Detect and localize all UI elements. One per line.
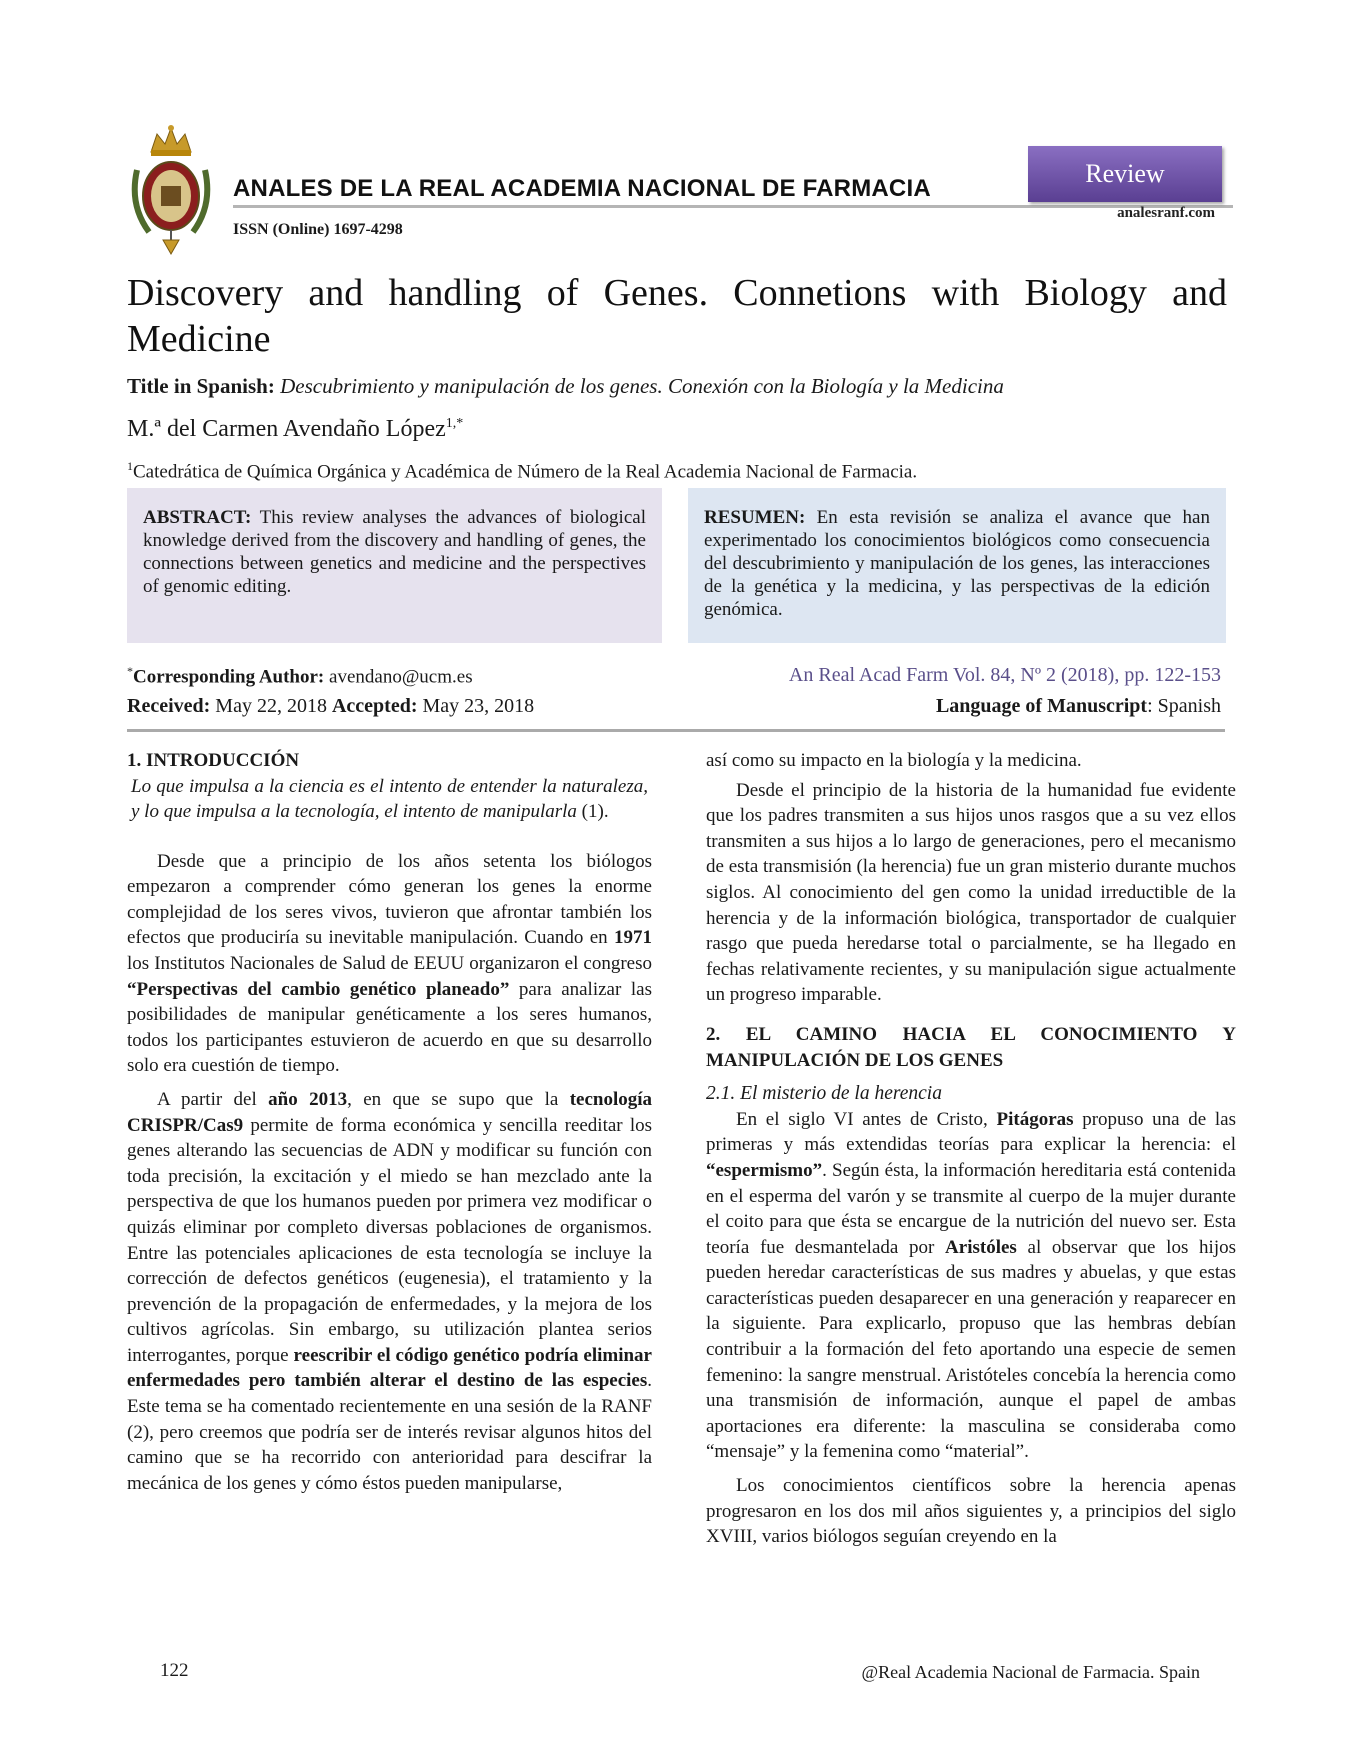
paragraph-4: Desde el principio de la historia de la humanidad fue evidente que los padres transmiten a sus hijos unos rasgos que a su vez ellos transmiten a sus hijos a lo largo de generaciones, pero el mecanismo de esta transmisión (la herencia) fue un gran misterio durante muchos siglos. Al conocimiento del gen como la unidad irreductible de la herencia y de la información biológica, transportador de cualquier rasgo que pueda heredarse total o parcialmente, se ha llegado en fechas relativamente recientes, y su manipulación sigue actualmente un progreso imparable. [706, 779, 1236, 1006]
bold-run: año 2013 [268, 1088, 348, 1110]
article-type-badge: Review [1028, 146, 1222, 202]
issn: ISSN (Online) 1697-4298 [233, 221, 403, 238]
paragraph-6: Los conocimientos científicos sobre la herencia apenas progresaron en los dos mil años siguientes y, a principios del siglo XVIII, varios biólogos seguían creyendo en la [706, 1475, 1236, 1548]
text-run: los Institutos Nacionales de Salud de EEUU organizaron el congreso [127, 952, 652, 974]
resumen-text: En esta revisión se analiza el avance que han experimentado los conocimientos biológicos como consecuencia del descubrimiento y manipulación de los genes, las interacciones de la genética y la medicina, y las perspectivas de la edición genómica. [704, 507, 1210, 620]
affiliation-text: Catedrática de Química Orgánica y Académica de Número de la Real Academia Nacional de Farmacia. [133, 461, 918, 483]
text-run: propuso una de las primeras y más extendidas teorías para explicar la herencia: el [706, 1108, 1236, 1156]
section-1-heading: 1. INTRODUCCIÓN [127, 750, 300, 771]
text-run: permite de forma económica y sencilla reeditar los genes alterando las secuencias de ADN y modificar su función con toda precisión, la excitación y el miedo se han mezclado ante la perspectiva de que los humanos pueden por primera vez modificar o quizás eliminar por completo diversas poblaciones de organismos. Entre las potenciales aplicaciones de esta tecnología se incluye la corrección de defectos genéticos (eugenesia), el tratamiento y la prevención de la propagación de enfermedades, y la mejora de los cultivos agrícolas. Sin embargo, su utilización plantea serios interrogantes, porque [127, 1114, 652, 1366]
text-run: . Este tema se ha comentado recientemente en una sesión de la RANF (2), pero creemos que podría ser de interés revisar algunos hitos del camino que se ha recorrido con anterioridad para descifrar la mecánica de los genes y cómo éstos pueden manipularse, [127, 1370, 652, 1494]
accepted-date: May 23, 2018 [417, 695, 535, 717]
corresponding-author [127, 664, 473, 688]
author-superscript: 1,* [445, 416, 464, 431]
accepted-label: Accepted: [331, 695, 418, 717]
text-run: para analizar las posibilidades de manipular genéticamente a los seres humanos, todos los participantes estuvieron de acuerdo en que su desarrollo solo era cuestión de tiempo. [127, 978, 652, 1077]
abstract-label: ABSTRACT: [143, 507, 252, 528]
paragraph-1 [127, 849, 652, 1079]
journal-title: ANALES DE LA REAL ACADEMIA NACIONAL DE FARMACIA [233, 175, 931, 202]
text-run: A partir del [157, 1088, 269, 1110]
affiliation-superscript: 1 [127, 459, 133, 473]
language-label: Language of Manuscript [935, 695, 1148, 717]
dates [127, 695, 534, 718]
resumen-box [688, 488, 1226, 643]
epigraph-text: Lo que impulsa a la ciencia es el intento de entender la naturaleza, y lo que impulsa a la tecnología, el intento de manipularla [131, 775, 648, 822]
bold-run: 1971 [614, 927, 652, 949]
text-run: Desde que a principio de los años setenta los biólogos empezaron a comprender cómo generan los genes la enorme complejidad de los seres vivos, tuvieron que afrontar también los efectos que produciría su inevitable manipulación. Cuando en [127, 850, 652, 949]
language-value: : Spanish [1147, 695, 1221, 717]
spanish-title-label: Title in Spanish: [127, 374, 275, 398]
subsection-2-1-heading: 2.1. El misterio de la herencia [706, 1083, 942, 1105]
bold-run: “espermismo” [706, 1159, 823, 1181]
author-text: M.ª del Carmen Avendaño López [127, 416, 446, 442]
footer-copyright: @Real Academia Nacional de Farmacia. Spain [861, 1662, 1200, 1682]
abstract-text: This review analyses the advances of biological knowledge derived from the discovery and handling of genes, the connections between genetics and medicine and the perspectives of genomic editing. [143, 507, 646, 597]
corr-label: Corresponding Author: [133, 666, 325, 688]
resumen-label: RESUMEN: [704, 507, 806, 528]
bold-run: Aristóles [945, 1236, 1017, 1258]
affiliation [127, 459, 917, 483]
received-date: May 22, 2018 [210, 695, 332, 717]
spanish-title-text: Descubrimiento y manipulación de los genes. Conexión con la Biología y la Medicina [280, 374, 1004, 398]
section-2-heading: 2. EL CAMINO HACIA EL CONOCIMIENTO Y MANIPULACIÓN DE LOS GENES [706, 1023, 1236, 1071]
epigraph-ref: (1). [576, 800, 609, 822]
bold-run: “Perspectivas del cambio genético planeado” [127, 978, 510, 1000]
right-column [706, 748, 1236, 1550]
received-label: Received: [127, 695, 211, 717]
citation: An Real Acad Farm Vol. 84, Nº 2 (2018), pp. 122-153 [788, 664, 1221, 686]
corr-superscript: * [127, 664, 133, 678]
bold-run: Pitágoras [996, 1108, 1074, 1130]
bold-run: tecnología CRISPR/Cas9 [127, 1088, 653, 1136]
paragraph-2 [127, 1087, 652, 1497]
meta-divider [127, 729, 1225, 732]
paragraph-3: así como su impacto en la biología y la medicina. [706, 750, 1082, 771]
author-name [127, 416, 463, 443]
page-number: 122 [160, 1660, 189, 1681]
paragraph-5 [706, 1107, 1236, 1465]
abstract-box [127, 488, 662, 643]
text-run: En el siglo VI antes de Cristo, [736, 1108, 997, 1130]
text-run: , en que se supo que la [347, 1088, 570, 1110]
corr-email[interactable]: avendano@ucm.es [324, 666, 473, 688]
epigraph [127, 774, 652, 824]
text-run: . Según ésta, la información hereditaria está contenida en el esperma del varón y se transmite al cuerpo de la mujer durante el coito para que ésta se encargue de la nutrición del nuevo ser. Esta teoría fue desmantelada por [706, 1159, 1236, 1258]
spanish-title [127, 374, 1237, 399]
left-column [127, 748, 652, 1496]
article-title: Discovery and handling of Genes. Connetions with Biology and Medicine [127, 272, 1227, 360]
manuscript-language [690, 695, 1221, 718]
academy-crest-logo [127, 120, 215, 255]
bold-run: reescribir el código genético podría eliminar enfermedades pero también alterar el destino de las especies [127, 1344, 652, 1392]
journal-website-link[interactable]: analesranf.com [1117, 205, 1215, 221]
text-run: al observar que los hijos pueden heredar características de sus madres y abuelas, y que estas características pueden desaparecer en una generación y reaparecer en la siguiente. Para explicarlo, propuso que las hembras debían contribuir a la formación del feto aportando una especie de semen femenino: la sangre menstrual. Aristóteles concebía la herencia como una transmisión de información, aunque el papel de ambas aportaciones era diferente: la masculina se consideraba como “mensaje” y la femenina como “material”. [706, 1236, 1237, 1463]
